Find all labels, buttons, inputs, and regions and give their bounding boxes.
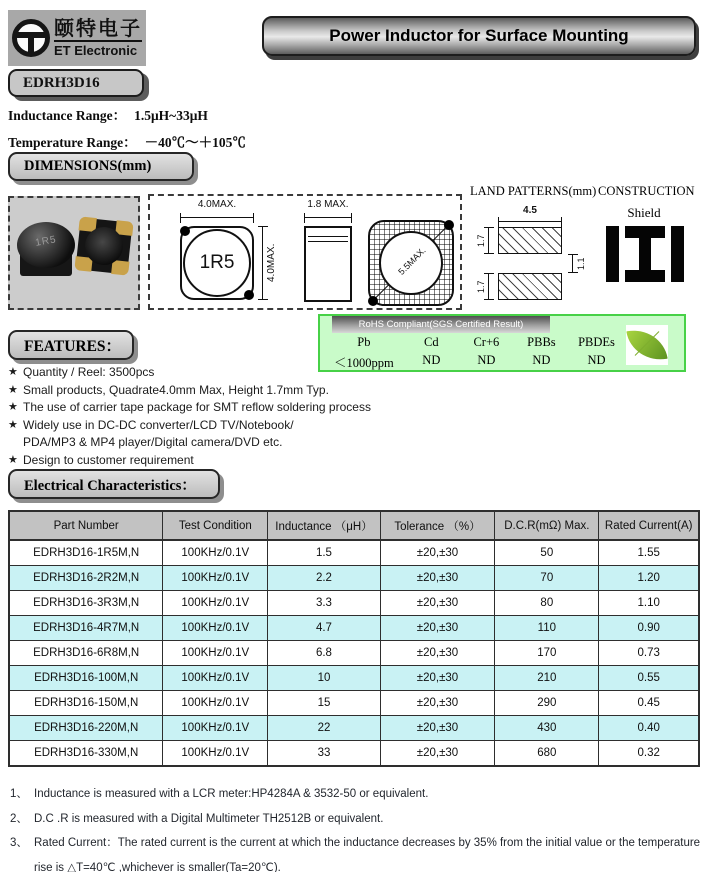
table-cell: 110 bbox=[495, 616, 599, 641]
table-cell: 0.40 bbox=[599, 716, 699, 741]
rohs-banner: RoHS Compliant(SGS Certified Result) bbox=[332, 316, 550, 333]
table-cell: ±20,±30 bbox=[380, 616, 495, 641]
table-cell: ±20,±30 bbox=[380, 540, 495, 566]
footnote-text: rise is △T=40℃ ,whichever is smaller(Ta=20℃). bbox=[34, 861, 281, 872]
bottom-view-outline bbox=[368, 220, 454, 306]
construction-title: CONSTRUCTION bbox=[598, 184, 695, 198]
table-row bbox=[9, 566, 699, 591]
page-title: Power Inductor for Surface Mounting bbox=[262, 16, 696, 56]
footnotes bbox=[10, 787, 708, 872]
footnote-text: Rated Current：The rated current is the current at which the inductance decreases by 35% from the initial value or the temperature bbox=[34, 837, 701, 849]
feature-item bbox=[8, 419, 460, 433]
table-row bbox=[9, 641, 699, 666]
footnote-line bbox=[10, 836, 708, 850]
table-cell: EDRH3D16-150M,N bbox=[9, 691, 163, 716]
table-column-header: Part Number bbox=[9, 511, 163, 540]
feature-text: Design to customer requirement bbox=[23, 452, 194, 467]
table-column-header: D.C.R(mΩ) Max. bbox=[495, 511, 599, 540]
footnote-number: 3、 bbox=[10, 837, 28, 849]
table-cell: ±20,±30 bbox=[380, 716, 495, 741]
temperature-range-value: －40℃～＋105℃ bbox=[144, 135, 246, 150]
feature-item bbox=[8, 384, 460, 398]
table-cell: 170 bbox=[495, 641, 599, 666]
table-cell: 0.45 bbox=[599, 691, 699, 716]
table-cell: 6.8 bbox=[268, 641, 380, 666]
feature-item bbox=[8, 366, 460, 380]
table-cell: 0.73 bbox=[599, 641, 699, 666]
rohs-substance bbox=[569, 335, 624, 371]
company-logo bbox=[8, 10, 146, 66]
table-cell: 22 bbox=[268, 716, 380, 741]
rohs-substance-name: Pb bbox=[357, 335, 371, 349]
table-column-header: Tolerance （%） bbox=[380, 511, 495, 540]
footnote-line bbox=[10, 812, 708, 826]
electrical-characteristics-table bbox=[8, 510, 700, 767]
table-cell: ±20,±30 bbox=[380, 641, 495, 666]
table-cell: 10 bbox=[268, 666, 380, 691]
table-cell: 1.10 bbox=[599, 591, 699, 616]
construction-type: Shield bbox=[627, 205, 661, 220]
table-cell: 80 bbox=[495, 591, 599, 616]
rohs-substance-name: PBDEs bbox=[578, 335, 615, 349]
table-cell: 1.55 bbox=[599, 540, 699, 566]
land-patterns-title: LAND PATTERNS(mm) bbox=[470, 184, 597, 198]
table-row bbox=[9, 616, 699, 641]
table-cell: 100KHz/0.1V bbox=[163, 591, 268, 616]
inductance-range-line bbox=[8, 104, 246, 124]
diagonal-dimension-label: 5.5MAX. bbox=[396, 245, 428, 277]
rohs-substance-value: ND bbox=[422, 353, 441, 367]
table-cell: 100KHz/0.1V bbox=[163, 540, 268, 566]
table-cell: EDRH3D16-1R5M,N bbox=[9, 540, 163, 566]
pad-height-bottom-label: 1.7 bbox=[476, 280, 486, 293]
logo-chinese-name: 颐特电子 bbox=[54, 18, 142, 40]
star-bullet-icon: ★ bbox=[8, 401, 18, 413]
table-cell: 33 bbox=[268, 741, 380, 767]
table-cell: 100KHz/0.1V bbox=[163, 741, 268, 767]
rohs-substance-name: Cd bbox=[424, 335, 439, 349]
table-column-header: Inductance （μH） bbox=[268, 511, 380, 540]
features-section-title: FEATURES： bbox=[8, 330, 134, 360]
table-cell: 4.7 bbox=[268, 616, 380, 641]
ranges-block bbox=[8, 104, 246, 158]
feature-text: Small products, Quadrate4.0mm Max, Height 1.7mm Typ. bbox=[23, 382, 329, 397]
footnote-number: 2、 bbox=[10, 812, 28, 825]
table-cell: 0.32 bbox=[599, 741, 699, 767]
table-cell: 0.90 bbox=[599, 616, 699, 641]
rohs-substance-name: Cr+6 bbox=[473, 335, 500, 349]
table-cell: ±20,±30 bbox=[380, 591, 495, 616]
shield-construction-icon bbox=[606, 226, 684, 282]
depth-dimension-label: 4.0MAX. bbox=[266, 243, 277, 283]
feature-item bbox=[8, 454, 460, 468]
logo-text bbox=[54, 18, 142, 58]
table-cell: 50 bbox=[495, 540, 599, 566]
inductor-photo-left bbox=[17, 222, 75, 278]
table-cell: 0.55 bbox=[599, 666, 699, 691]
land-pattern-drawing bbox=[476, 205, 594, 312]
table-row bbox=[9, 741, 699, 767]
pad-width-label: 4.5 bbox=[523, 205, 537, 216]
table-cell: 100KHz/0.1V bbox=[163, 641, 268, 666]
table-cell: 100KHz/0.1V bbox=[163, 566, 268, 591]
dimension-drawing bbox=[148, 194, 462, 310]
table-cell: EDRH3D16-6R8M,N bbox=[9, 641, 163, 666]
table-cell: 430 bbox=[495, 716, 599, 741]
width-dimension-label: 4.0MAX. bbox=[197, 199, 237, 210]
table-cell: ±20,±30 bbox=[380, 741, 495, 767]
footnote-line bbox=[10, 861, 708, 872]
temperature-range-line bbox=[8, 131, 246, 151]
table-header-row bbox=[9, 511, 699, 540]
series-badge: EDRH3D16 bbox=[8, 69, 144, 97]
feature-item bbox=[8, 401, 460, 415]
temperature-range-label: Temperature Range： bbox=[8, 135, 137, 150]
table-cell: 1.5 bbox=[268, 540, 380, 566]
table-cell: 290 bbox=[495, 691, 599, 716]
rohs-substance-value: ＜1000ppm bbox=[334, 356, 394, 370]
features-list bbox=[8, 366, 460, 471]
inductance-range-label: Inductance Range： bbox=[8, 108, 127, 123]
land-pad-top bbox=[498, 227, 562, 254]
feature-text: The use of carrier tape package for SMT reflow soldering process bbox=[23, 400, 371, 414]
star-bullet-icon: ★ bbox=[8, 383, 18, 396]
feature-text: Quantity / Reel: 3500pcs bbox=[23, 365, 155, 379]
inductor-photo-right bbox=[75, 217, 132, 274]
footnote-text: D.C .R is measured with a Digital Multimeter TH2512B or equivalent. bbox=[34, 812, 384, 825]
table-cell: 2.2 bbox=[268, 566, 380, 591]
feature-text: Widely use in DC-DC converter/LCD TV/Notebook/ bbox=[23, 417, 294, 432]
table-cell: ±20,±30 bbox=[380, 691, 495, 716]
et-logo-icon bbox=[12, 19, 50, 57]
table-cell: 3.3 bbox=[268, 591, 380, 616]
table-column-header: Rated Current(A) bbox=[599, 511, 699, 540]
thickness-dimension-label: 1.8 MAX. bbox=[307, 199, 349, 210]
dimensions-section-title: DIMENSIONS(mm) bbox=[8, 152, 194, 181]
table-row bbox=[9, 591, 699, 616]
rohs-substance-value: ND bbox=[477, 353, 496, 367]
footnote-number: 1、 bbox=[10, 788, 28, 800]
table-cell: 100KHz/0.1V bbox=[163, 691, 268, 716]
star-bullet-icon: ★ bbox=[8, 453, 18, 466]
product-photo bbox=[8, 196, 140, 310]
table-cell: ±20,±30 bbox=[380, 666, 495, 691]
drawing-marking: 1R5 bbox=[183, 229, 251, 297]
star-bullet-icon: ★ bbox=[8, 418, 18, 431]
table-cell: 210 bbox=[495, 666, 599, 691]
side-view-outline bbox=[304, 226, 352, 302]
feature-text: PDA/MP3 & MP4 player/Digital camera/DVD etc. bbox=[23, 435, 283, 449]
table-cell: 100KHz/0.1V bbox=[163, 666, 268, 691]
table-row bbox=[9, 716, 699, 741]
pad-gap-label: 1.1 bbox=[576, 257, 586, 270]
footnote-line bbox=[10, 787, 708, 801]
table-cell: 680 bbox=[495, 741, 599, 767]
table-column-header: Test Condition bbox=[163, 511, 268, 540]
rohs-substance bbox=[459, 335, 514, 371]
rohs-substance bbox=[514, 335, 569, 371]
table-row bbox=[9, 691, 699, 716]
land-pad-bottom bbox=[498, 273, 562, 300]
logo-english-name: ET Electronic bbox=[54, 43, 138, 58]
pad-height-top-label: 1.7 bbox=[476, 234, 486, 247]
electrical-section-title: Electrical Characteristics： bbox=[8, 469, 220, 499]
table-cell: 1.20 bbox=[599, 566, 699, 591]
top-view-outline bbox=[180, 226, 254, 300]
rohs-substance-value: ND bbox=[532, 353, 551, 367]
table-row bbox=[9, 540, 699, 566]
rohs-substance-name: PBBs bbox=[527, 335, 556, 349]
table-cell: 15 bbox=[268, 691, 380, 716]
green-leaf-icon bbox=[626, 325, 668, 365]
table-cell: 100KHz/0.1V bbox=[163, 716, 268, 741]
inductance-range-value: 1.5μH~33μH bbox=[134, 108, 208, 123]
rohs-compliance-box bbox=[318, 314, 686, 372]
footnote-text: Inductance is measured with a LCR meter:HP4284A & 3532-50 or equivalent. bbox=[34, 788, 429, 800]
feature-item bbox=[8, 436, 460, 450]
table-cell: 100KHz/0.1V bbox=[163, 616, 268, 641]
photo-marking: 1R5 bbox=[34, 234, 58, 249]
table-cell: 70 bbox=[495, 566, 599, 591]
star-bullet-icon: ★ bbox=[8, 366, 18, 378]
table-cell: EDRH3D16-220M,N bbox=[9, 716, 163, 741]
table-cell: EDRH3D16-3R3M,N bbox=[9, 591, 163, 616]
table-cell: EDRH3D16-330M,N bbox=[9, 741, 163, 767]
table-row bbox=[9, 666, 699, 691]
table-cell: EDRH3D16-2R2M,N bbox=[9, 566, 163, 591]
table-cell: ±20,±30 bbox=[380, 566, 495, 591]
rohs-substance-value: ND bbox=[587, 353, 606, 367]
table-cell: EDRH3D16-100M,N bbox=[9, 666, 163, 691]
table-cell: EDRH3D16-4R7M,N bbox=[9, 616, 163, 641]
